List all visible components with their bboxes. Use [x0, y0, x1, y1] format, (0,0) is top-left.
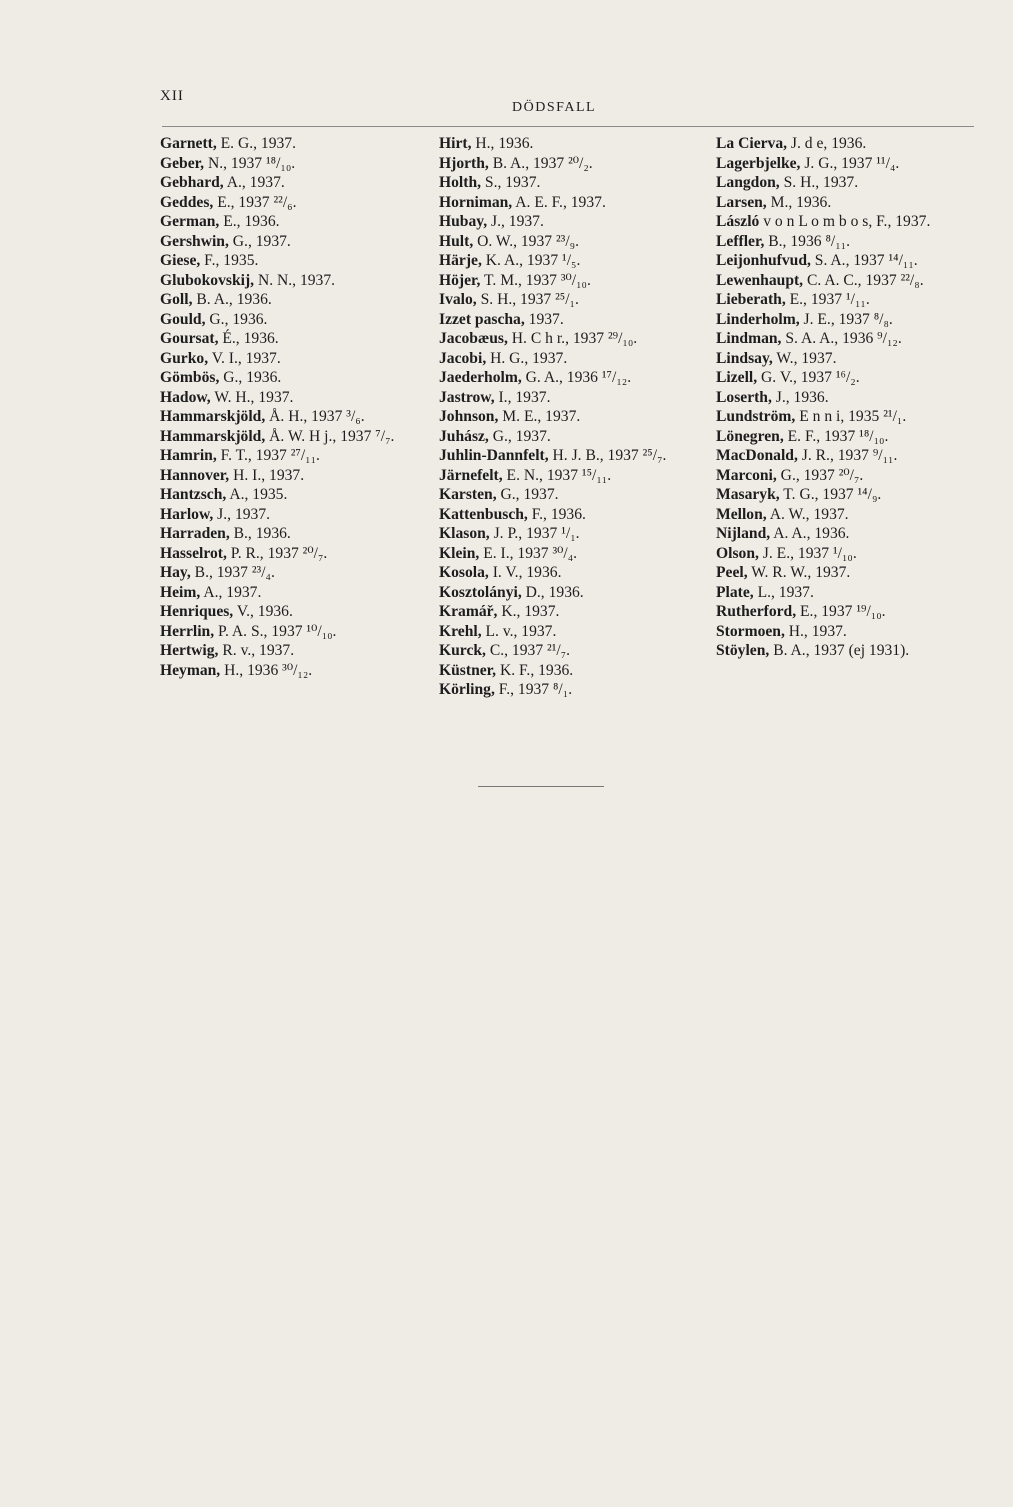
index-entry — [716, 134, 984, 154]
index-entry — [439, 661, 699, 681]
entry-details: E n n i, 1935 ²¹/₁. — [795, 408, 907, 425]
entry-name: Höjer, — [439, 271, 481, 289]
entry-details: N. N., 1937. — [254, 271, 336, 289]
entry-name: Heim, — [160, 583, 201, 601]
entry-name: Klason, — [439, 525, 490, 542]
entry-details: A., 1937. — [200, 583, 262, 601]
entry-name: Heyman, — [160, 661, 221, 679]
entry-details: E. F., 1937 ¹⁸/₁₀. — [783, 427, 889, 445]
entry-details: V. I., 1937. — [208, 349, 281, 367]
index-entry — [160, 466, 420, 486]
entry-name: Leffler, — [716, 232, 765, 250]
entry-name: Marconi, — [716, 466, 777, 484]
index-entry — [716, 349, 984, 369]
entry-name: Masaryk, — [716, 486, 780, 503]
entry-details: F., 1937 ⁸/₁. — [494, 681, 573, 698]
entry-name: Küstner, — [439, 661, 497, 679]
entry-details: G. V., 1937 ¹⁶/₂. — [757, 369, 860, 386]
page-number: XII — [160, 88, 184, 104]
entry-details: G., 1937. — [488, 427, 551, 445]
index-entry — [439, 622, 699, 642]
index-entry — [439, 349, 699, 369]
entry-details: J. P., 1937 ¹/₁. — [489, 525, 580, 542]
entry-details: K. F., 1936. — [496, 661, 574, 679]
entry-details: H. I., 1937. — [229, 466, 305, 484]
entry-name: Hasselrot, — [160, 544, 227, 562]
entry-details: G., 1936. — [219, 369, 282, 386]
entry-name: Rutherford, — [716, 603, 797, 620]
entry-name: Lewenhaupt, — [716, 271, 804, 289]
index-entry — [160, 388, 420, 408]
entry-name: Lönegren, — [716, 427, 784, 445]
index-entry — [716, 290, 984, 310]
entry-details: K. A., 1937 ¹/₅. — [481, 252, 581, 269]
entry-name: Glubokovskij, — [160, 271, 255, 289]
entry-name: Peel, — [716, 564, 748, 581]
index-entry — [160, 290, 420, 310]
entry-name: Hubay, — [439, 213, 488, 230]
index-entry — [160, 641, 420, 661]
entry-details: D., 1936. — [521, 583, 584, 601]
index-entry — [439, 310, 699, 330]
entry-name: Horniman, — [439, 193, 513, 211]
entry-details: F., 1936. — [527, 505, 586, 523]
entry-details: J., 1937. — [213, 505, 271, 523]
index-entry — [160, 622, 420, 642]
entry-name: Linderholm, — [716, 310, 800, 328]
index-entry — [716, 329, 984, 349]
index-entry — [439, 641, 699, 661]
index-entry — [160, 524, 420, 544]
index-entry — [716, 622, 984, 642]
index-entry — [439, 290, 699, 310]
entry-name: Kurck, — [439, 642, 486, 659]
entry-details: B. A., 1937 ²⁰/₂. — [488, 154, 593, 172]
index-entry — [160, 134, 420, 154]
index-entry — [160, 446, 420, 466]
entry-name: Herrlin, — [160, 622, 215, 640]
index-entry — [160, 329, 420, 349]
entry-details: B. A., 1937 (ej 1931). — [769, 642, 910, 659]
entry-details: J. E., 1937 ¹/₁₀. — [758, 544, 857, 562]
index-entry — [716, 407, 984, 427]
entry-name: La Cierva, — [716, 135, 788, 152]
entry-name: Kramář, — [439, 603, 498, 620]
entry-name: Härje, — [439, 252, 482, 269]
index-entry — [716, 544, 984, 564]
entry-name: Juhlin-Dannfelt, — [439, 447, 549, 464]
entry-details: M. E., 1937. — [498, 408, 581, 425]
entry-details: A. E. F., 1937. — [512, 193, 606, 211]
entry-name: Geddes, — [160, 193, 214, 211]
index-entry — [439, 329, 699, 349]
index-entry — [439, 251, 699, 271]
index-entry — [160, 505, 420, 525]
entry-details: L. v., 1937. — [481, 622, 557, 640]
index-entry — [439, 368, 699, 388]
entry-details: Å. H., 1937 ³/₆. — [265, 408, 365, 425]
entry-name: Johnson, — [439, 408, 499, 425]
entry-name: Harraden, — [160, 525, 230, 542]
index-entry — [439, 505, 699, 525]
entry-name: Gebhard, — [160, 174, 224, 191]
entry-name: Harlow, — [160, 505, 214, 523]
entry-details: F. T., 1937 ²⁷/₁₁. — [216, 447, 320, 464]
entry-name: Lagerbjelke, — [716, 154, 801, 172]
entry-details: A., 1937. — [223, 174, 285, 191]
entry-name: Hirt, — [439, 135, 472, 152]
entry-details: H., 1936 ³⁰/₁₂. — [220, 661, 313, 679]
entry-details: G., 1937. — [228, 232, 291, 250]
entry-name: Leijonhufvud, — [716, 252, 811, 269]
index-entry — [716, 505, 984, 525]
index-entry — [160, 485, 420, 505]
entry-name: Jaederholm, — [439, 369, 522, 386]
index-entry — [716, 388, 984, 408]
index-entry — [160, 602, 420, 622]
entry-details: E., 1937 ¹/₁₁. — [785, 291, 870, 308]
entry-details: S. A., 1937 ¹⁴/₁₁. — [810, 252, 918, 269]
entry-details: 1937. — [524, 310, 564, 328]
index-entry — [716, 251, 984, 271]
entry-details: É., 1936. — [218, 330, 279, 347]
index-entry — [716, 193, 984, 213]
index-entry — [160, 310, 420, 330]
entry-details: H. G., 1937. — [486, 349, 568, 367]
index-entry — [439, 212, 699, 232]
entry-name: Izzet pascha, — [439, 310, 525, 328]
entry-name: Goll, — [160, 291, 193, 308]
index-entry — [439, 680, 699, 700]
index-entry — [439, 466, 699, 486]
entry-name: Jacobi, — [439, 349, 487, 367]
entry-name: Järnefelt, — [439, 466, 503, 484]
entry-details: B. A., 1936. — [192, 291, 272, 308]
index-entry — [160, 193, 420, 213]
entry-name: Larsen, — [716, 193, 767, 211]
column-2 — [439, 134, 699, 700]
entry-name: Giese, — [160, 252, 201, 269]
entry-details: V., 1936. — [233, 603, 293, 620]
entry-details: I. V., 1936. — [488, 564, 562, 581]
entry-name: Gershwin, — [160, 232, 229, 250]
entry-details: G., 1937 ²⁰/₇. — [776, 466, 864, 484]
index-entry — [439, 544, 699, 564]
entry-details: Å. W. H j., 1937 ⁷/₇. — [265, 427, 395, 445]
index-entry — [160, 368, 420, 388]
entry-details: E., 1937 ²²/₆. — [213, 193, 297, 211]
end-rule — [478, 786, 604, 787]
entry-details: J., 1937. — [487, 213, 544, 230]
index-entry — [716, 271, 984, 291]
index-entry — [716, 232, 984, 252]
entry-details: I., 1937. — [494, 388, 551, 406]
index-entry — [716, 485, 984, 505]
entry-details: C., 1937 ²¹/₇. — [485, 642, 571, 659]
index-entry — [716, 524, 984, 544]
entry-name: Gould, — [160, 310, 206, 328]
entry-details: W., 1937. — [772, 349, 837, 367]
entry-name: László — [716, 213, 760, 230]
entry-name: Körling, — [439, 681, 495, 698]
entry-name: Hantzsch, — [160, 486, 227, 503]
index-entry — [716, 427, 984, 447]
entry-name: Gurko, — [160, 349, 209, 367]
index-entry — [716, 466, 984, 486]
entry-details: G. A., 1936 ¹⁷/₁₂. — [521, 369, 632, 386]
entry-name: Nijland, — [716, 525, 771, 542]
entry-details: R. v., 1937. — [218, 642, 295, 659]
entry-details: H. C h r., 1937 ²⁹/₁₀. — [507, 330, 638, 347]
index-entry — [160, 427, 420, 447]
entry-name: Olson, — [716, 544, 759, 562]
entry-name: Plate, — [716, 583, 754, 601]
index-entry — [439, 602, 699, 622]
entry-details: H., 1937. — [784, 622, 847, 640]
entry-name: Stöylen, — [716, 642, 770, 659]
index-entry — [716, 641, 984, 661]
entry-details: A., 1935. — [226, 486, 288, 503]
entry-details: E. N., 1937 ¹⁵/₁₁. — [502, 466, 612, 484]
entry-name: Lindsay, — [716, 349, 773, 367]
entry-details: T. M., 1937 ³⁰/₁₀. — [480, 271, 591, 289]
entry-name: Hay, — [160, 564, 191, 581]
index-entry — [439, 134, 699, 154]
entry-details: J. d e, 1936. — [787, 135, 867, 152]
entry-details: J. G., 1937 ¹¹/₄. — [800, 154, 900, 172]
entry-name: Karsten, — [439, 486, 497, 503]
entry-name: Lizell, — [716, 369, 758, 386]
index-entry — [160, 349, 420, 369]
index-entry — [716, 563, 984, 583]
entry-details: W. H., 1937. — [210, 388, 294, 406]
entry-name: Gömbös, — [160, 369, 220, 386]
entry-name: Kattenbusch, — [439, 505, 528, 523]
index-entry — [160, 232, 420, 252]
index-entry — [716, 368, 984, 388]
index-entry — [439, 154, 699, 174]
index-entry — [716, 154, 984, 174]
entry-name: Lundström, — [716, 408, 796, 425]
entry-name: Kosola, — [439, 564, 489, 581]
entry-name: Hammarskjöld, — [160, 408, 266, 425]
index-entry — [160, 154, 420, 174]
entry-details: F., 1935. — [200, 252, 259, 269]
entry-details: P. R., 1937 ²⁰/₇. — [226, 544, 328, 562]
index-entry — [439, 485, 699, 505]
entry-details: N., 1937 ¹⁸/₁₀. — [204, 154, 296, 172]
entry-details: B., 1936. — [229, 525, 291, 542]
entry-details: H. J. B., 1937 ²⁵/₇. — [548, 447, 667, 464]
index-entry — [160, 661, 420, 681]
entry-details: C. A. C., 1937 ²²/₈. — [803, 271, 924, 289]
entry-details: B., 1936 ⁸/₁₁. — [764, 232, 850, 250]
entry-name: Mellon, — [716, 505, 767, 523]
entry-name: Hjorth, — [439, 154, 489, 172]
index-entry — [716, 212, 984, 232]
entry-name: Juhász, — [439, 427, 489, 445]
entry-name: Geber, — [160, 154, 205, 172]
entry-name: Langdon, — [716, 174, 780, 191]
entry-name: Hannover, — [160, 466, 230, 484]
entry-details: A. W., 1937. — [766, 505, 849, 523]
index-entry — [439, 271, 699, 291]
column-1 — [160, 134, 420, 680]
entry-details: H., 1936. — [471, 135, 534, 152]
index-entry — [160, 407, 420, 427]
entry-name: Garnett, — [160, 135, 217, 152]
entry-name: Holth, — [439, 174, 482, 191]
index-entry — [439, 563, 699, 583]
entry-details: K., 1937. — [497, 603, 560, 620]
index-entry — [160, 271, 420, 291]
index-entry — [160, 251, 420, 271]
entry-details: S. H., 1937. — [779, 174, 859, 191]
entry-name: Ivalo, — [439, 291, 477, 308]
entry-details: E. G., 1937. — [216, 135, 296, 152]
index-entry — [716, 583, 984, 603]
index-entry — [160, 173, 420, 193]
index-entry — [439, 193, 699, 213]
index-entry — [439, 388, 699, 408]
entry-name: Stormoen, — [716, 622, 785, 640]
index-entry — [439, 407, 699, 427]
entry-details: J. E., 1937 ⁸/₈. — [799, 310, 893, 328]
running-head: DÖDSFALL — [512, 100, 597, 115]
entry-details: B., 1937 ²³/₄. — [190, 564, 275, 581]
index-entry — [439, 232, 699, 252]
entry-details: E., 1937 ¹⁹/₁₀. — [796, 603, 886, 620]
index-entry — [160, 212, 420, 232]
entry-name: Krehl, — [439, 622, 482, 640]
index-entry — [439, 427, 699, 447]
entry-details: v o n L o m b o s, F., 1937. — [759, 213, 931, 230]
index-entry — [716, 602, 984, 622]
entry-details: J., 1936. — [771, 388, 829, 406]
entry-details: G., 1937. — [496, 486, 559, 503]
entry-name: Jastrow, — [439, 388, 495, 406]
header-rule — [162, 126, 974, 127]
index-entry — [160, 583, 420, 603]
entry-details: M., 1936. — [766, 193, 832, 211]
entry-name: Hertwig, — [160, 642, 219, 659]
index-entry — [160, 544, 420, 564]
entry-name: Lindman, — [716, 330, 782, 347]
entry-details: O. W., 1937 ²³/₉. — [473, 232, 579, 250]
entry-details: A. A., 1936. — [770, 525, 850, 542]
entry-details: L., 1937. — [753, 583, 814, 601]
entry-name: Hamrin, — [160, 447, 217, 464]
index-entry — [160, 563, 420, 583]
entry-name: German, — [160, 213, 220, 230]
entry-name: Hammarskjöld, — [160, 427, 266, 445]
entry-name: Jacobæus, — [439, 330, 508, 347]
entry-name: Klein, — [439, 544, 480, 562]
entry-details: P. A. S., 1937 ¹⁰/₁₀. — [214, 622, 337, 640]
entry-details: J. R., 1937 ⁹/₁₁. — [797, 447, 898, 464]
entry-details: E. I., 1937 ³⁰/₄. — [479, 544, 578, 562]
entry-details: S. A. A., 1936 ⁹/₁₂. — [781, 330, 902, 347]
entry-details: W. R. W., 1937. — [747, 564, 851, 581]
entry-name: Goursat, — [160, 330, 219, 347]
entry-name: Lieberath, — [716, 291, 786, 308]
entry-name: Loserth, — [716, 388, 772, 406]
index-entry — [716, 173, 984, 193]
entry-details: S. H., 1937 ²⁵/₁. — [476, 291, 579, 308]
entry-details: T. G., 1937 ¹⁴/₉. — [779, 486, 882, 503]
index-entry — [716, 446, 984, 466]
column-3 — [716, 134, 984, 661]
entry-details: S., 1937. — [481, 174, 541, 191]
entry-name: Henriques, — [160, 603, 234, 620]
entry-name: Hadow, — [160, 388, 211, 406]
entry-name: Hult, — [439, 232, 474, 250]
index-entry — [439, 173, 699, 193]
entry-details: E., 1936. — [219, 213, 280, 230]
index-entry — [439, 583, 699, 603]
index-entry — [439, 524, 699, 544]
index-entry — [716, 310, 984, 330]
entry-name: MacDonald, — [716, 447, 798, 464]
index-entry — [439, 446, 699, 466]
entry-details: G., 1936. — [205, 310, 268, 328]
entry-name: Kosztolányi, — [439, 583, 522, 601]
